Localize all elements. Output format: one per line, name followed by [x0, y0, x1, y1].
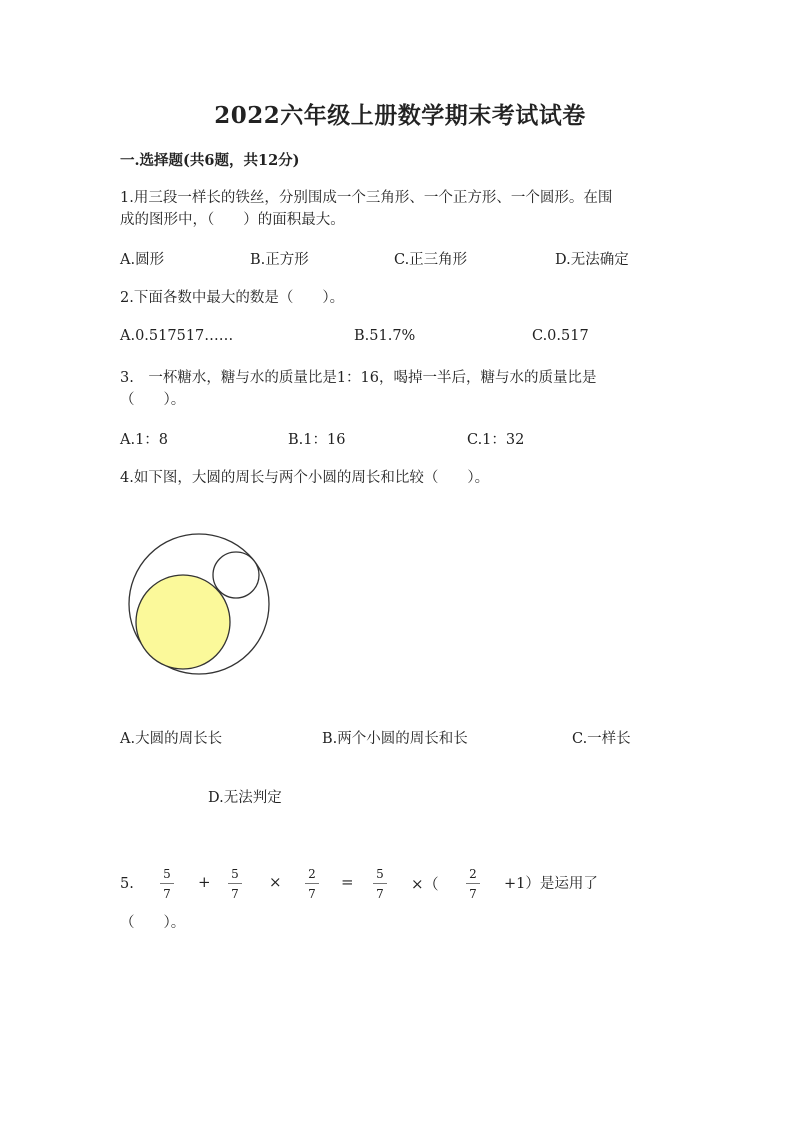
fraction-bar [466, 883, 480, 884]
fraction-2-denominator: 7 [231, 887, 239, 901]
question-3-line1: 3. 一杯糖水，糖与水的质量比是1：16，喝掉一半后，糖与水的质量比是 [120, 370, 597, 386]
fraction-1-denominator: 7 [163, 887, 171, 901]
times-sign: × [269, 873, 282, 891]
fraction-4-numerator: 5 [376, 867, 384, 881]
fraction-bar [228, 883, 242, 884]
q4-option-d[interactable]: D.无法判定 [208, 790, 282, 806]
q4-option-b[interactable]: B.两个小圆的周长和长 [322, 731, 468, 747]
question-1 [120, 187, 612, 231]
fraction-2 [225, 867, 245, 901]
plus-sign: + [198, 873, 211, 891]
question-1-line1: 1.用三段一样长的铁丝，分别围成一个三角形、一个正方形、一个圆形。在围 [120, 190, 613, 206]
fraction-bar [160, 883, 174, 884]
q4-option-a[interactable]: A.大圆的周长长 [120, 731, 223, 747]
equals-sign: = [341, 873, 354, 891]
fraction-3 [302, 867, 322, 901]
question-2: 2.下面各数中最大的数是（ ）。 [120, 290, 345, 306]
fraction-5-denominator: 7 [469, 887, 477, 901]
fraction-5-numerator: 2 [469, 867, 477, 881]
q4-option-c[interactable]: C.一样长 [572, 731, 631, 747]
fraction-4-denominator: 7 [376, 887, 384, 901]
section-heading: 一.选择题(共6题，共12分) [120, 152, 300, 169]
q2-option-c[interactable]: C.0.517 [532, 328, 589, 344]
small-circle-yellow [136, 575, 230, 669]
question-5-tail: +1）是运用了 [504, 876, 598, 892]
question-1-line2: 成的图形中，（ ）的面积最大。 [120, 212, 345, 228]
small-circle-top [213, 552, 259, 598]
q1-option-b[interactable]: B.正方形 [250, 252, 309, 268]
fraction-5 [463, 867, 483, 901]
question-5-line2: （ ）。 [120, 915, 186, 931]
times-open-paren: ×（ [411, 875, 439, 893]
q2-option-a[interactable]: A.0.517517…… [120, 328, 234, 344]
q1-option-a[interactable]: A.圆形 [120, 252, 165, 268]
question-3 [120, 367, 597, 411]
fraction-4 [370, 867, 390, 901]
q3-option-c[interactable]: C.1：32 [467, 432, 525, 448]
fraction-bar [373, 883, 387, 884]
q1-option-c[interactable]: C.正三角形 [394, 252, 468, 268]
question-4: 4.如下图，大圆的周长与两个小圆的周长和比较（ ）。 [120, 470, 490, 486]
q2-option-b[interactable]: B.51.7% [354, 328, 416, 344]
q3-option-a[interactable]: A.1：8 [120, 432, 169, 448]
question-5-number: 5. [120, 876, 134, 892]
fraction-2-numerator: 5 [231, 867, 239, 881]
fraction-1 [157, 867, 177, 901]
fraction-3-denominator: 7 [308, 887, 316, 901]
fraction-bar [305, 883, 319, 884]
page-title: 2022六年级上册数学期末考试试卷 [214, 102, 586, 129]
question-3-line2: （ ）。 [120, 392, 186, 408]
q3-option-b[interactable]: B.1：16 [288, 432, 346, 448]
fraction-1-numerator: 5 [163, 867, 171, 881]
circles-figure [126, 527, 286, 687]
fraction-3-numerator: 2 [308, 867, 316, 881]
q1-option-d[interactable]: D.无法确定 [555, 252, 629, 268]
